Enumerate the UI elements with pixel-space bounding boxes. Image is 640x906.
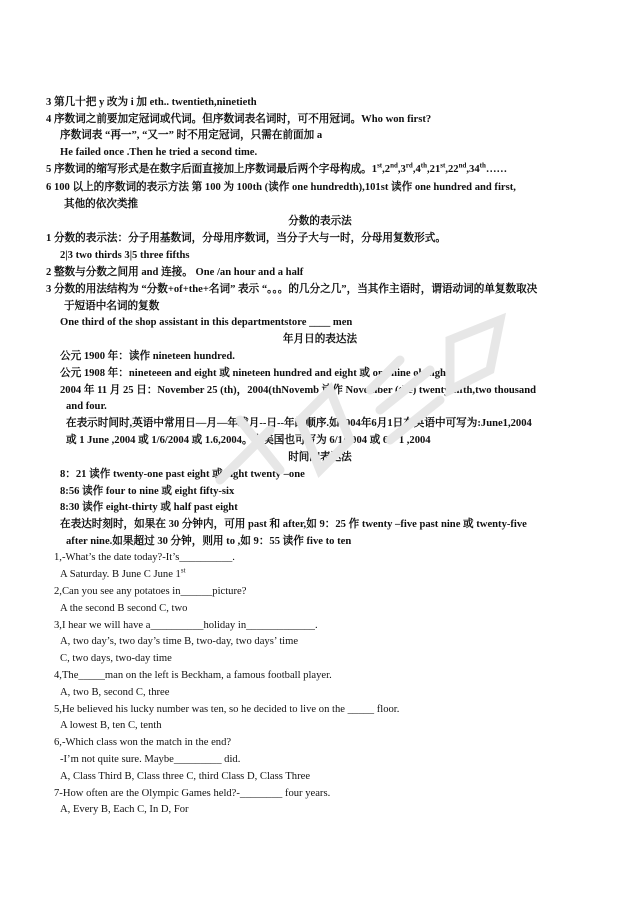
- ordinal-part: st: [440, 161, 446, 170]
- ordinal-part: ,22: [445, 164, 459, 175]
- ordinal-part: ,21: [427, 164, 441, 175]
- text-line-content: He failed once .Then he tried a second time.: [60, 147, 258, 158]
- text-line-content: 6,-Which class won the match in the end?: [54, 737, 232, 748]
- ordinal-suffix: st: [180, 566, 186, 575]
- text-line-content: 4 序数词之前要加定冠词或代词。但序数词表名词时，可不用冠词。Who won first?: [46, 114, 432, 125]
- section-heading: [0, 451, 640, 464]
- text-line-content: 3 分数的用法结构为 “分数+of+the+名词” 表示 “。。。的几分之几”，当其作主语时，谓语动词的单复数取决: [46, 284, 538, 295]
- text-line-content: 公元 1908 年：nineteeen and eight 或 nineteen hundred and eight 或 one nine oh eight: [60, 368, 450, 379]
- text-line: [60, 753, 240, 766]
- text-line: [64, 300, 159, 313]
- ordinal-part: rd: [405, 161, 413, 170]
- text-line-content: 8:30 读作 eight-thirty 或 half past eight: [60, 502, 238, 513]
- text-line-content: and four.: [66, 401, 107, 412]
- text-line-content: 1 分数的表示法：分子用基数词，分母用序数词，当分子大与一时，分母用复数形式。: [46, 233, 446, 244]
- text-line: [46, 266, 303, 279]
- text-line: [54, 551, 235, 564]
- text-line-content: C, two days, two-day time: [60, 653, 172, 664]
- text-line-content: A, two B, second C, three: [60, 687, 170, 698]
- text-line: [54, 703, 399, 716]
- text-line-content: A Saturday. B June C June 1: [60, 569, 181, 580]
- text-line-content: A, Class Third B, Class three C, third Class D, Class Three: [60, 771, 311, 782]
- text-line-content: 5,He believed his lucky number was ten, so he decided to live on the _____ floor.: [54, 704, 400, 715]
- text-line: [46, 163, 507, 176]
- text-line: [66, 417, 532, 430]
- text-line: [60, 485, 234, 498]
- text-line: [60, 367, 449, 380]
- ordinal-abbreviations: [371, 161, 508, 175]
- text-line-content: 或 1 June ,2004 或 1/6/2004 或 1.6,2004。在美国也可写为 6/1/2004 或 6．1 ,2004: [66, 435, 431, 446]
- text-line: [46, 232, 446, 245]
- ordinal-part: th: [479, 161, 486, 170]
- ordinal-part: nd: [390, 161, 398, 170]
- text-line: [60, 803, 189, 816]
- text-line: [60, 350, 235, 363]
- text-line-content: A the second B second C, two: [60, 603, 188, 614]
- text-line: [66, 434, 431, 447]
- ordinal-part: 1: [371, 164, 378, 175]
- text-line-content: 6 100 以上的序数词的表示方法 第 100 为 100th (读作 one hundredth),101st 读作 one hundred and first,: [46, 182, 516, 193]
- text-line-content: A lowest B, ten C, tenth: [60, 720, 162, 731]
- ordinal-part: ,4: [412, 164, 421, 175]
- text-line: [60, 129, 322, 142]
- text-line-content: 序数词表 “再一”, “又一” 时不用定冠词，只需在前面加 a: [60, 130, 323, 141]
- text-line-content: 1,-What’s the date today?-It’s__________.: [54, 552, 235, 563]
- text-line: [60, 652, 172, 665]
- text-line: [54, 669, 332, 682]
- text-line: [54, 619, 318, 632]
- text-line-content: One third of the shop assistant in this departmentstore ____ men: [60, 317, 353, 328]
- ordinal-part: ,34: [466, 164, 480, 175]
- text-line-content: 5 序数词的缩写形式是在数字后面直接加上序数词最后两个字母构成。: [46, 164, 372, 175]
- text-line-content: 其他的依次类推: [64, 199, 139, 210]
- text-line: [46, 181, 516, 194]
- text-line: [60, 518, 527, 531]
- text-line-content: 7-How often are the Olympic Games held?-________ four years.: [54, 788, 331, 799]
- text-line-content: 8：21 读作 twenty-one past eight 或 eight twenty –one: [60, 469, 305, 480]
- text-line-content: A, two day’s, two day’s time B, two-day, two days’ time: [60, 636, 299, 647]
- text-line-content: -I’m not quite sure. Maybe_________ did.: [60, 754, 241, 765]
- section-heading: [0, 333, 640, 346]
- text-line-content: 2 整数与分数之间用 and 连接。 One /an hour and a half: [46, 267, 304, 278]
- text-line: [66, 400, 107, 413]
- text-line: [60, 249, 190, 262]
- text-line: [60, 770, 310, 783]
- text-line-content: 2004 年 11 月 25 日：November 25 (th)，2004(thNovemb 读作 November (the) twenty-fifth,two thousand: [60, 385, 536, 396]
- text-line: [46, 283, 537, 296]
- text-line-content: 公元 1900 年：读作 nineteen hundred.: [60, 351, 235, 362]
- text-line: [66, 535, 351, 548]
- text-line-content: 年月日的表达法: [282, 334, 358, 345]
- text-line: [60, 316, 352, 329]
- ordinal-part: ,2: [382, 164, 391, 175]
- ordinal-part: ……: [485, 164, 508, 175]
- text-line: [60, 719, 162, 732]
- text-line: [46, 96, 257, 109]
- text-line-content: 3 第几十把 y 改为 i 加 eth.. twentieth,ninetieth: [46, 97, 257, 108]
- text-line-content: 3,I hear we will have a__________holiday in_____________.: [54, 620, 318, 631]
- text-line: [60, 686, 169, 699]
- text-line-content: 于短语中名词的复数: [64, 301, 160, 312]
- ordinal-part: th: [420, 161, 428, 170]
- text-line: [60, 146, 257, 159]
- text-line: [60, 468, 305, 481]
- text-line: [54, 585, 246, 598]
- text-line: [60, 602, 187, 615]
- text-line-content: after nine.如果超过 30 分钟，则用 to ,如 9：55 读作 five to ten: [66, 536, 352, 547]
- text-line-content: A, Every B, Each C, In D, For: [60, 804, 189, 815]
- text-line-content: 在表达时刻时，如果在 30 分钟内，可用 past 和 after,如 9：25 作 twenty –five past nine 或 twenty-five: [60, 519, 527, 530]
- text-line-content: 在表示时间时,英语中常用日—月—年或月--日--年的顺序.如2004年6月1日在英语中可写为:June1,2004: [66, 418, 532, 429]
- text-line: [60, 501, 238, 514]
- text-line: [60, 635, 298, 648]
- text-line: [60, 568, 186, 581]
- text-line: [64, 198, 138, 211]
- text-line-content: 8:56 读作 four to nine 或 eight fifty-six: [60, 486, 235, 497]
- text-line: [60, 384, 536, 397]
- ordinal-part: nd: [458, 161, 467, 170]
- text-line-content: 时间的表达法: [288, 452, 352, 463]
- text-line-content: 4,The_____man on the left is Beckham, a famous football player.: [54, 670, 332, 681]
- section-heading: [0, 215, 640, 228]
- ordinal-part: st: [377, 161, 383, 170]
- text-line: [46, 113, 431, 126]
- text-line: [54, 787, 330, 800]
- text-line-content: 分数的表示法: [288, 216, 352, 227]
- text-line-content: 2|3 two thirds 3|5 three fifths: [60, 250, 190, 261]
- text-line-content: 2,Can you see any potatoes in______picture?: [54, 586, 247, 597]
- ordinal-part: ,3: [397, 164, 406, 175]
- text-line: [54, 736, 231, 749]
